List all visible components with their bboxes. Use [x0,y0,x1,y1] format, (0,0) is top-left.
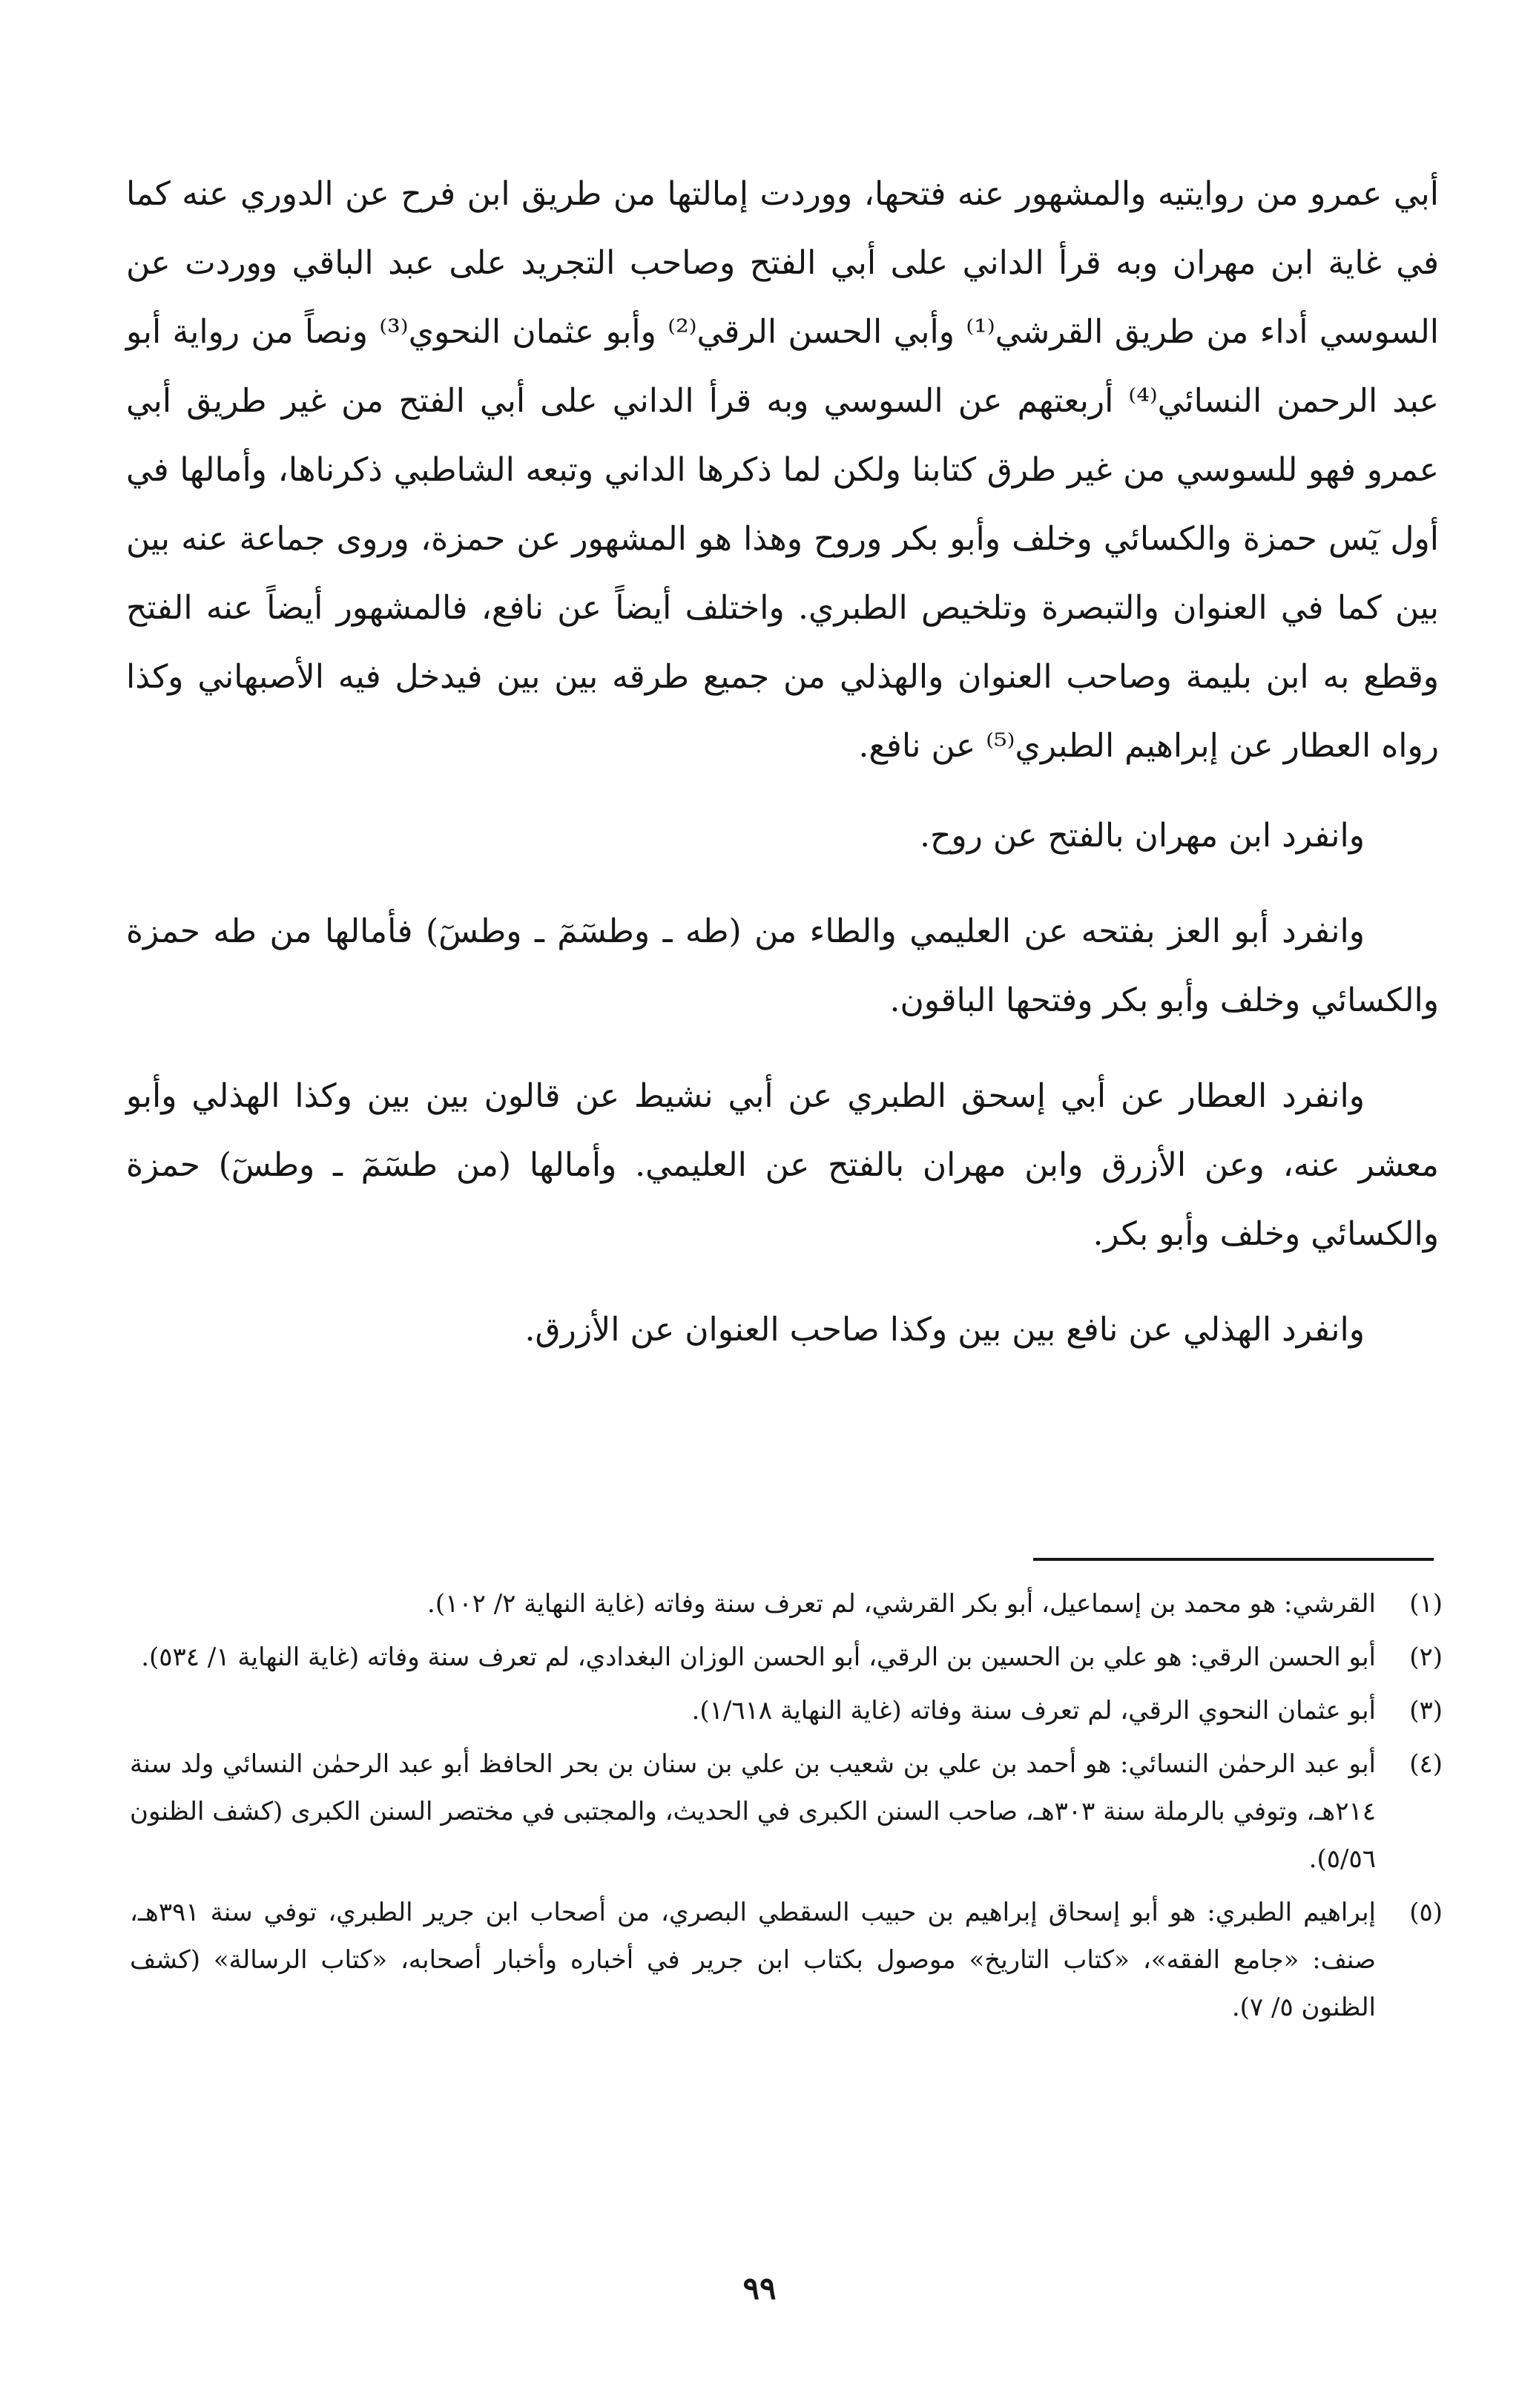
body-paragraph-4: وانفرد العطار عن أبي إسحق الطبري عن أبي نشيط عن قالون بين بين وكذا الهذلي وأبو معشر عنه، وعن الأزرق وابن مهران بالفتح عن العليمي. وأمالها (من طسٓمٓ ـ وطسٓ) حمزة والكسائي وخلف وأبو بكر. [126,1077,1439,1253]
footnote-text: أبو الحسن الرقي: هو علي بن الحسين بن الرقي، أبو الحسن الوزان البغدادي، لم تعرف سنة وفاته (غاية النهاية ١/ ٥٣٤). [141,1642,1376,1672]
footnote-number: (٢) [1409,1642,1443,1672]
footnote-divider [1033,1558,1434,1561]
body-paragraph-1: أبي عمرو من روايتيه والمشهور عنه فتحها، ووردت إمالتها من طريق ابن فرح عن الدوري عنه كما في غاية ابن مهران وبه قرأ الداني على أبي الفتح وصاحب التجريد على عبد الباقي ووردت عن السوسي أداء من طريق القرشي⁽¹⁾ وأبي الحسن الرقي⁽²⁾ وأبو عثمان النحوي⁽³⁾ ونصاً من رواية أبو عبد الرحمن النسائي⁽⁴⁾ أربعتهم عن السوسي وبه قرأ الداني على أبي الفتح من غير طريق أبي عمرو فهو للسوسي من غير طرق كتابنا ولكن لما ذكرها الداني وتبعه الشاطبي ذكرناها، وأمالها في أول يٓس حمزة والكسائي وخلف وأبو بكر وروح وهذا هو المشهور عن حمزة، وروى جماعة عنه بين بين كما في العنوان والتبصرة وتلخيص الطبري. واختلف أيضاً عن نافع، فالمشهور أيضاً عنه الفتح وقطع به ابن بليمة وصاحب العنوان والهذلي من جميع طرقه بين بين فيدخل فيه الأصبهاني وكذا رواه العطار عن إبراهيم الطبري⁽⁵⁾ عن نافع. [126,175,1439,765]
body-paragraph-5: وانفرد الهذلي عن نافع بين بين وكذا صاحب العنوان عن الأزرق. [524,1311,1365,1349]
footnote-3 [130,1687,1443,1734]
footnote-number: (٥) [1409,1898,1443,1927]
body-paragraph-2: وانفرد ابن مهران بالفتح عن روح. [919,817,1365,855]
footnote-number: (٣) [1409,1696,1443,1726]
footnote-text: القرشي: هو محمد بن إسماعيل، أبو بكر القرشي، لم تعرف سنة وفاته (غاية النهاية ٢/ ١٠٢). [427,1589,1376,1619]
footnote-number: (١) [1409,1589,1443,1619]
page-number: ٩٩ [742,2270,777,2306]
footnote-text: أبو عثمان النحوي الرقي، لم تعرف سنة وفاته (غاية النهاية ١/٦١٨). [691,1696,1376,1726]
body-paragraph-3: وانفرد أبو العز بفتحه عن العليمي والطاء من (طه ـ وطسٓمٓ ـ وطسٓ) فأمالها من طه حمزة والكسائي وخلف وأبو بكر وفتحها الباقون. [126,912,1439,1019]
footnotes-section [130,1580,1443,2037]
footnote-number: (٤) [1409,1749,1443,1779]
footnote-4 [130,1740,1443,1883]
footnote-1 [130,1580,1443,1628]
footnote-text: إبراهيم الطبري: هو أبو إسحاق إبراهيم بن حبيب السقطي البصري، من أصحاب ابن جرير الطبري، توفي سنة ٣٩١هـ، صنف: «جامع الفقه»، «كتاب التاريخ» موصول بكتاب ابن جرير في أخباره وأخبار أصحابه، «كتاب الرسالة» (كشف الظنون ٥/ ٧). [130,1898,1376,2022]
footnote-5 [130,1889,1443,2031]
footnote-text: أبو عبد الرحمٰن النسائي: هو أحمد بن علي بن شعيب بن علي بن سنان بن بحر الحافظ أبو عبد الرحمٰن النسائي ولد سنة ٢١٤هـ، وتوفي بالرملة سنة ٣٠٣هـ، صاحب السنن الكبرى في الحديث، والمجتبى في مختصر السنن الكبرى (كشف الظنون ٥/٥٦). [130,1749,1376,1874]
footnote-2 [130,1634,1443,1681]
main-text-body [126,159,1439,1364]
